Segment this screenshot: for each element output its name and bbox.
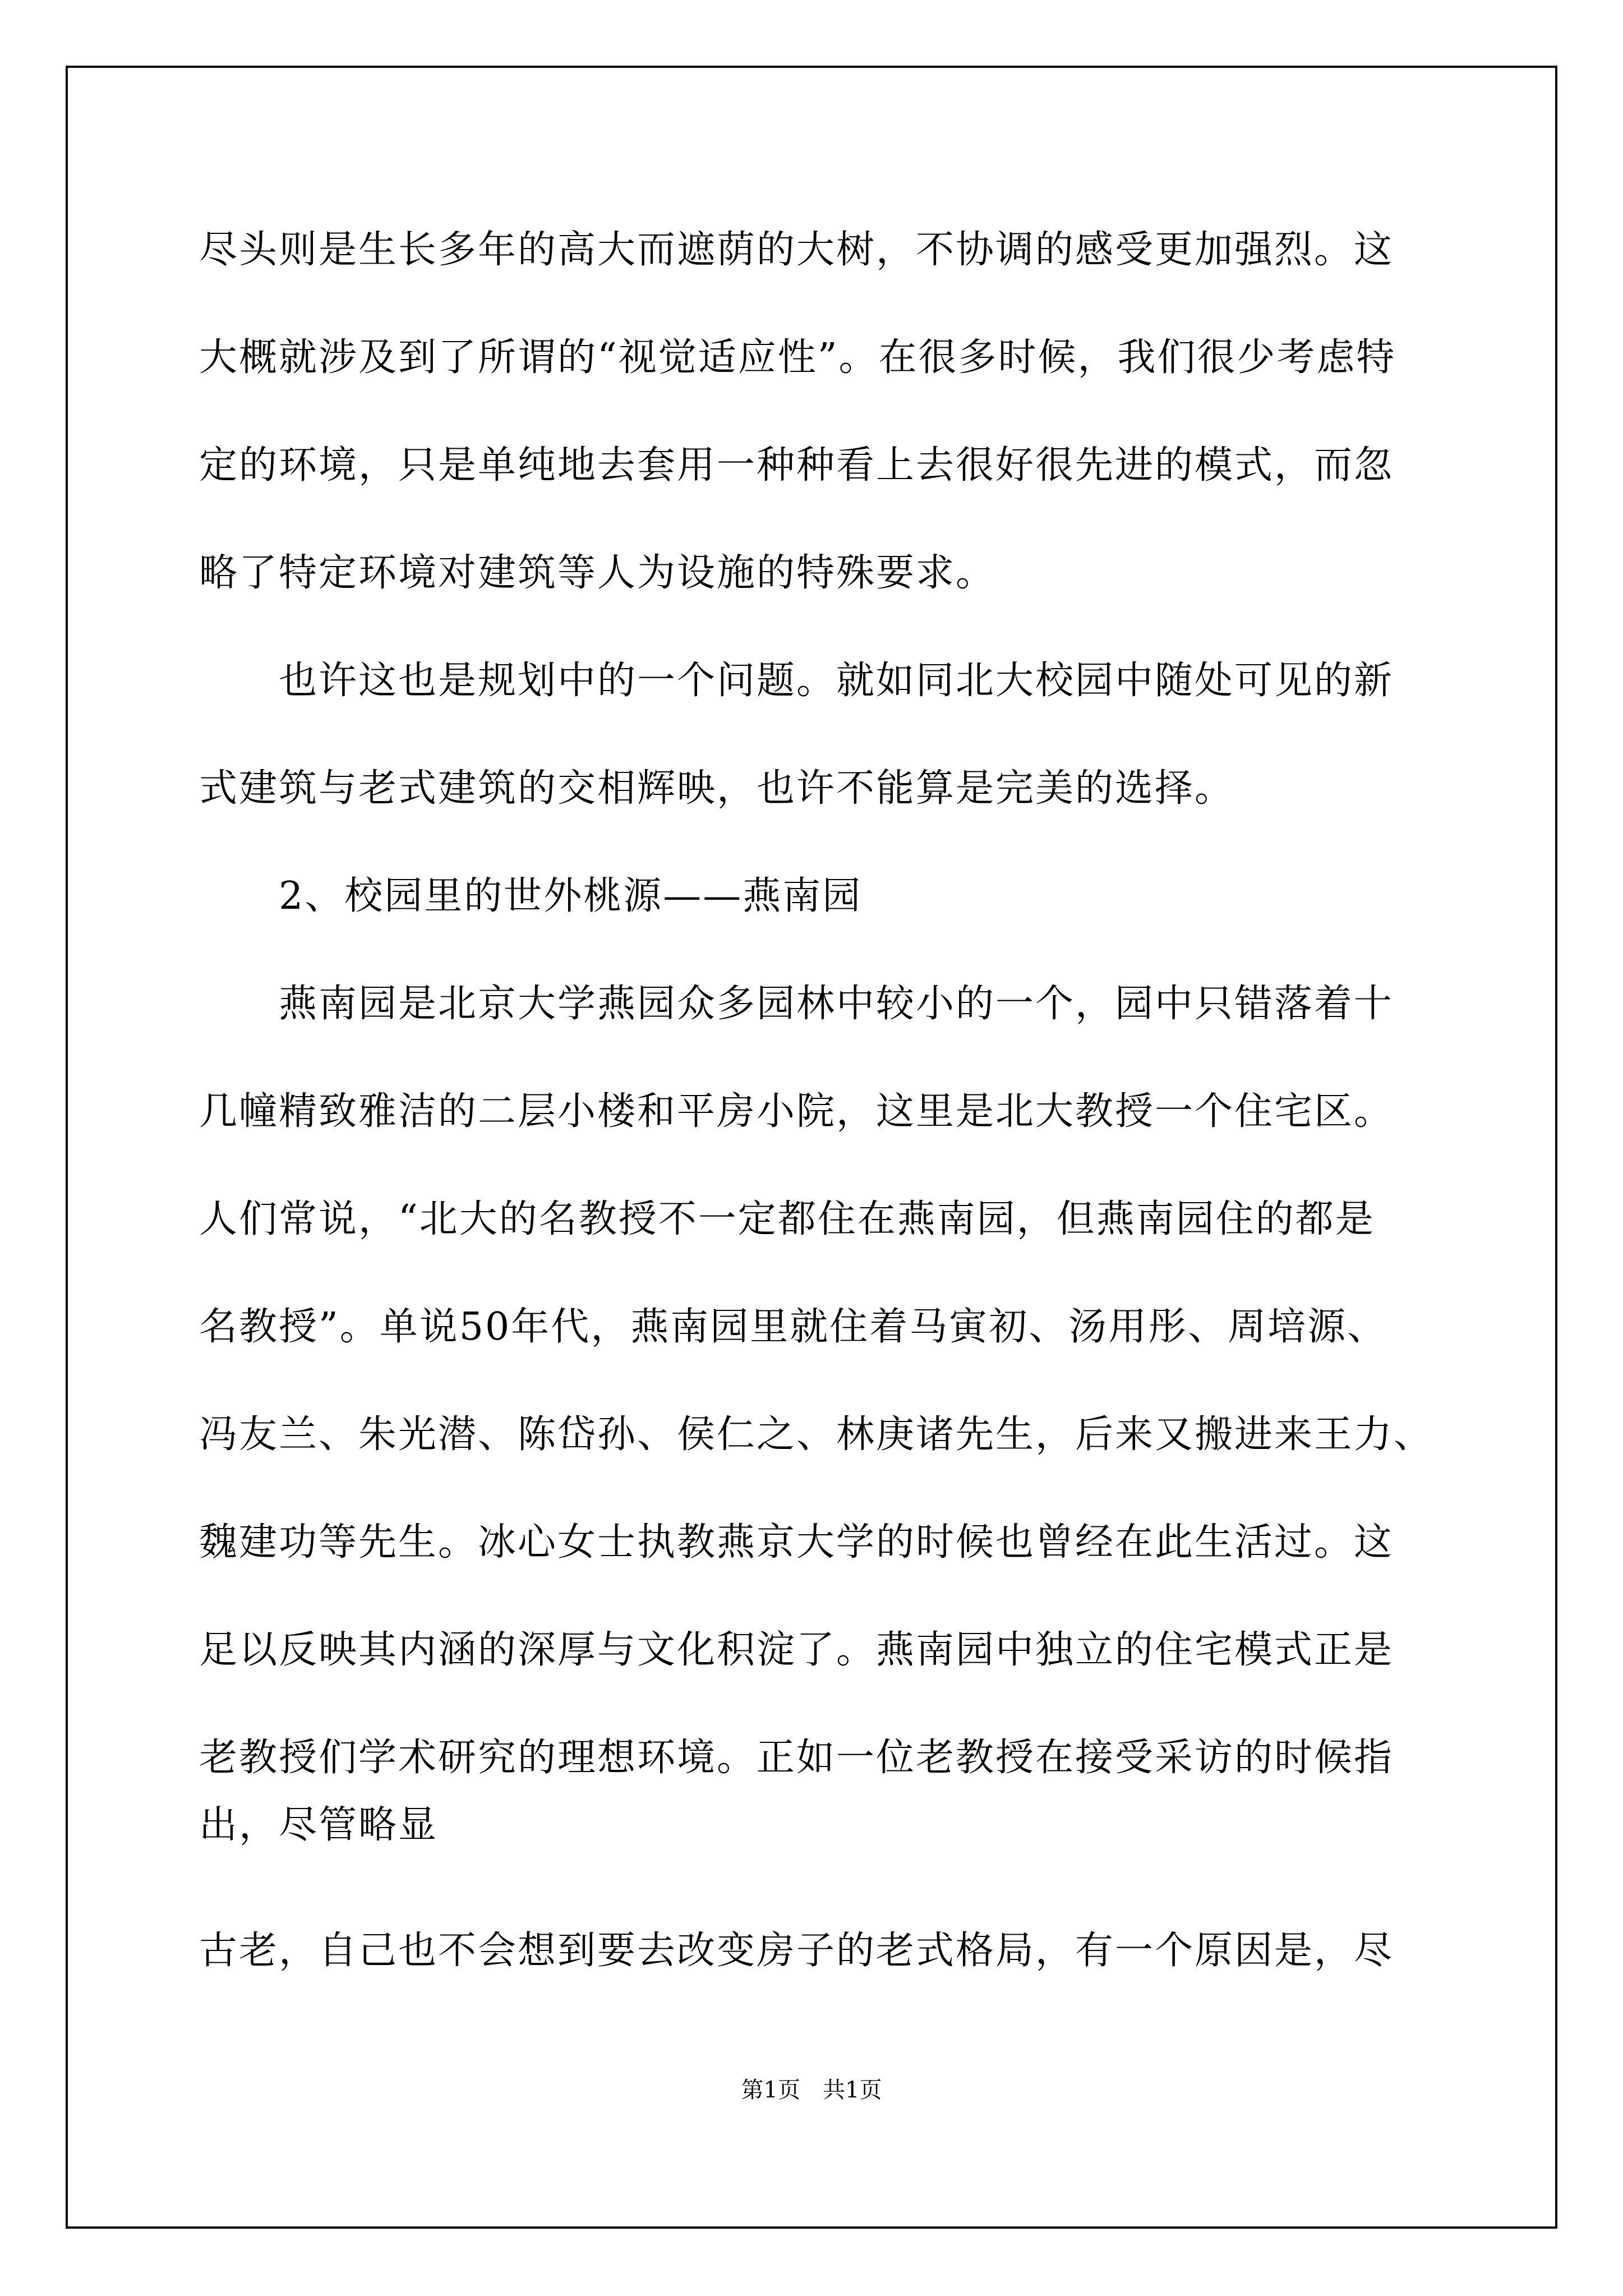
text-line: 式建筑与老式建筑的交相辉映，也许不能算是完美的选择。: [199, 766, 1235, 811]
text-line: 定的环境，只是单纯地去套用一种种看上去很好很先进的模式，而忽: [199, 443, 1394, 487]
section-heading: 2、校园里的世外桃源——燕南园: [199, 874, 863, 918]
text-line: 老教授们学术研究的理想环境。正如一位老教授在接受采访的时候指: [199, 1736, 1394, 1780]
page-border: [66, 66, 1557, 2229]
text-line: 尽头则是生长多年的高大而遮荫的大树，不协调的感受更加强烈。这: [199, 228, 1394, 272]
page-number-footer: 第1页 共1页: [741, 2077, 882, 2103]
paragraph-start-line: 也许这也是规划中的一个问题。就如同北大校园中随处可见的新: [199, 659, 1394, 703]
text-line: 名教授”。单说50年代，燕南园里就住着马寅初、汤用彤、周培源、: [199, 1305, 1387, 1349]
text-line: 出，尽管略显: [199, 1803, 439, 1847]
text-line: 古老，自己也不会想到要去改变房子的老式格局，有一个原因是，尽: [199, 1929, 1394, 1973]
text-line: 足以反映其内涵的深厚与文化积淀了。燕南园中独立的住宅模式正是: [199, 1628, 1394, 1672]
text-line: 人们常说，“北大的名教授不一定都住在燕南园，但燕南园住的都是: [199, 1197, 1375, 1241]
text-line: 大概就涉及到了所谓的“视觉适应性”。在很多时候，我们很少考虑特: [199, 335, 1396, 380]
text-line: 冯友兰、朱光潜、陈岱孙、侯仁之、林庚诸先生，后来又搬进来王力、: [199, 1412, 1434, 1457]
text-line: 魏建功等先生。冰心女士执教燕京大学的时候也曾经在此生活过。这: [199, 1520, 1394, 1565]
paragraph-start-line: 燕南园是北京大学燕园众多园林中较小的一个，园中只错落着十: [199, 982, 1394, 1026]
text-line: 略了特定环境对建筑等人为设施的特殊要求。: [199, 551, 996, 595]
text-line: 几幢精致雅洁的二层小楼和平房小院，这里是北大教授一个住宅区。: [199, 1089, 1394, 1134]
